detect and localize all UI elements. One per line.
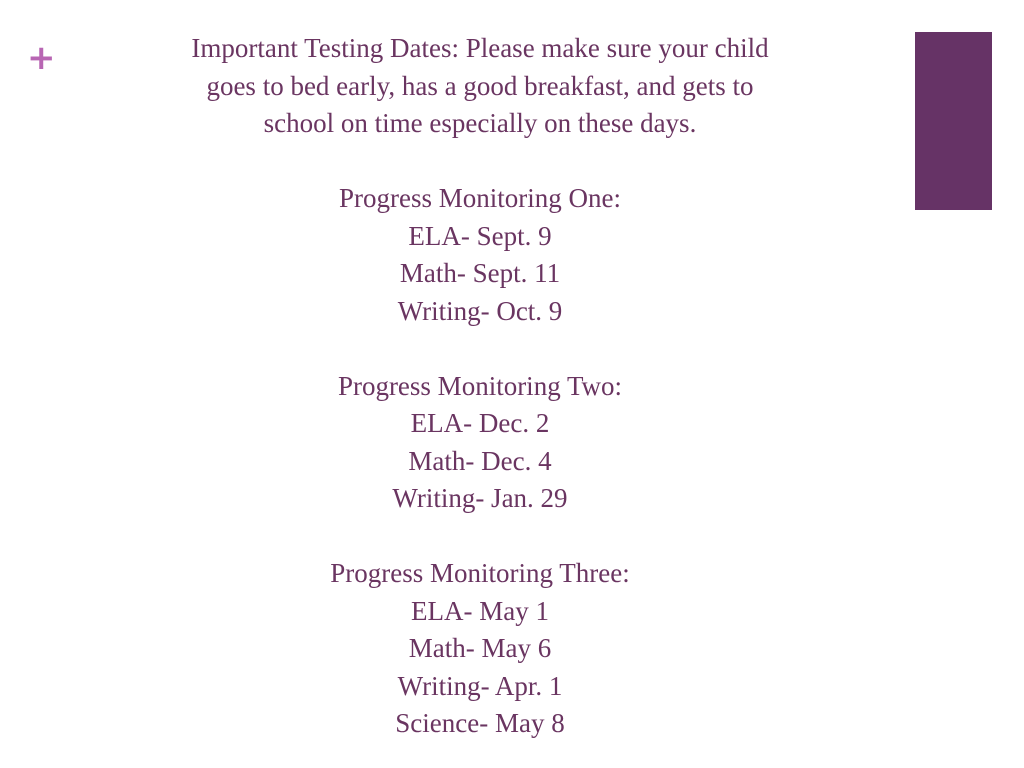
progress-monitoring-two — [90, 368, 870, 518]
spacer — [90, 518, 870, 556]
progress-monitoring-one — [90, 180, 870, 330]
test-date-item: Writing- Apr. 1 — [397, 670, 563, 701]
test-date-item: ELA- Dec. 2 — [410, 408, 550, 438]
section-heading: Progress Monitoring Three: — [330, 558, 630, 588]
intro-line: Important Testing Dates: Please make sure your child — [191, 33, 769, 63]
test-date-item: Math- Dec. 4 — [408, 445, 552, 476]
test-date-item: Writing- Oct. 9 — [397, 295, 563, 326]
test-date-item: Math- Sept. 11 — [399, 258, 561, 288]
section-heading: Progress Monitoring One: — [339, 183, 621, 213]
section-heading: Progress Monitoring Two: — [337, 370, 623, 401]
test-date-item: ELA- May 1 — [411, 595, 549, 626]
slide-content — [90, 30, 870, 743]
spacer — [90, 143, 870, 181]
test-date-item: Writing- Jan. 29 — [392, 483, 568, 513]
intro-paragraph — [90, 30, 870, 143]
progress-monitoring-three — [90, 555, 870, 743]
plus-icon: + — [27, 38, 56, 78]
test-date-item: Science- May 8 — [395, 708, 565, 738]
accent-bar — [915, 32, 992, 210]
intro-line: school on time especially on these days. — [263, 108, 697, 138]
test-date-item: ELA- Sept. 9 — [408, 220, 552, 251]
intro-line: goes to bed early, has a good breakfast, and gets to — [206, 70, 754, 101]
spacer — [90, 330, 870, 368]
test-date-item: Math- May 6 — [408, 633, 552, 663]
